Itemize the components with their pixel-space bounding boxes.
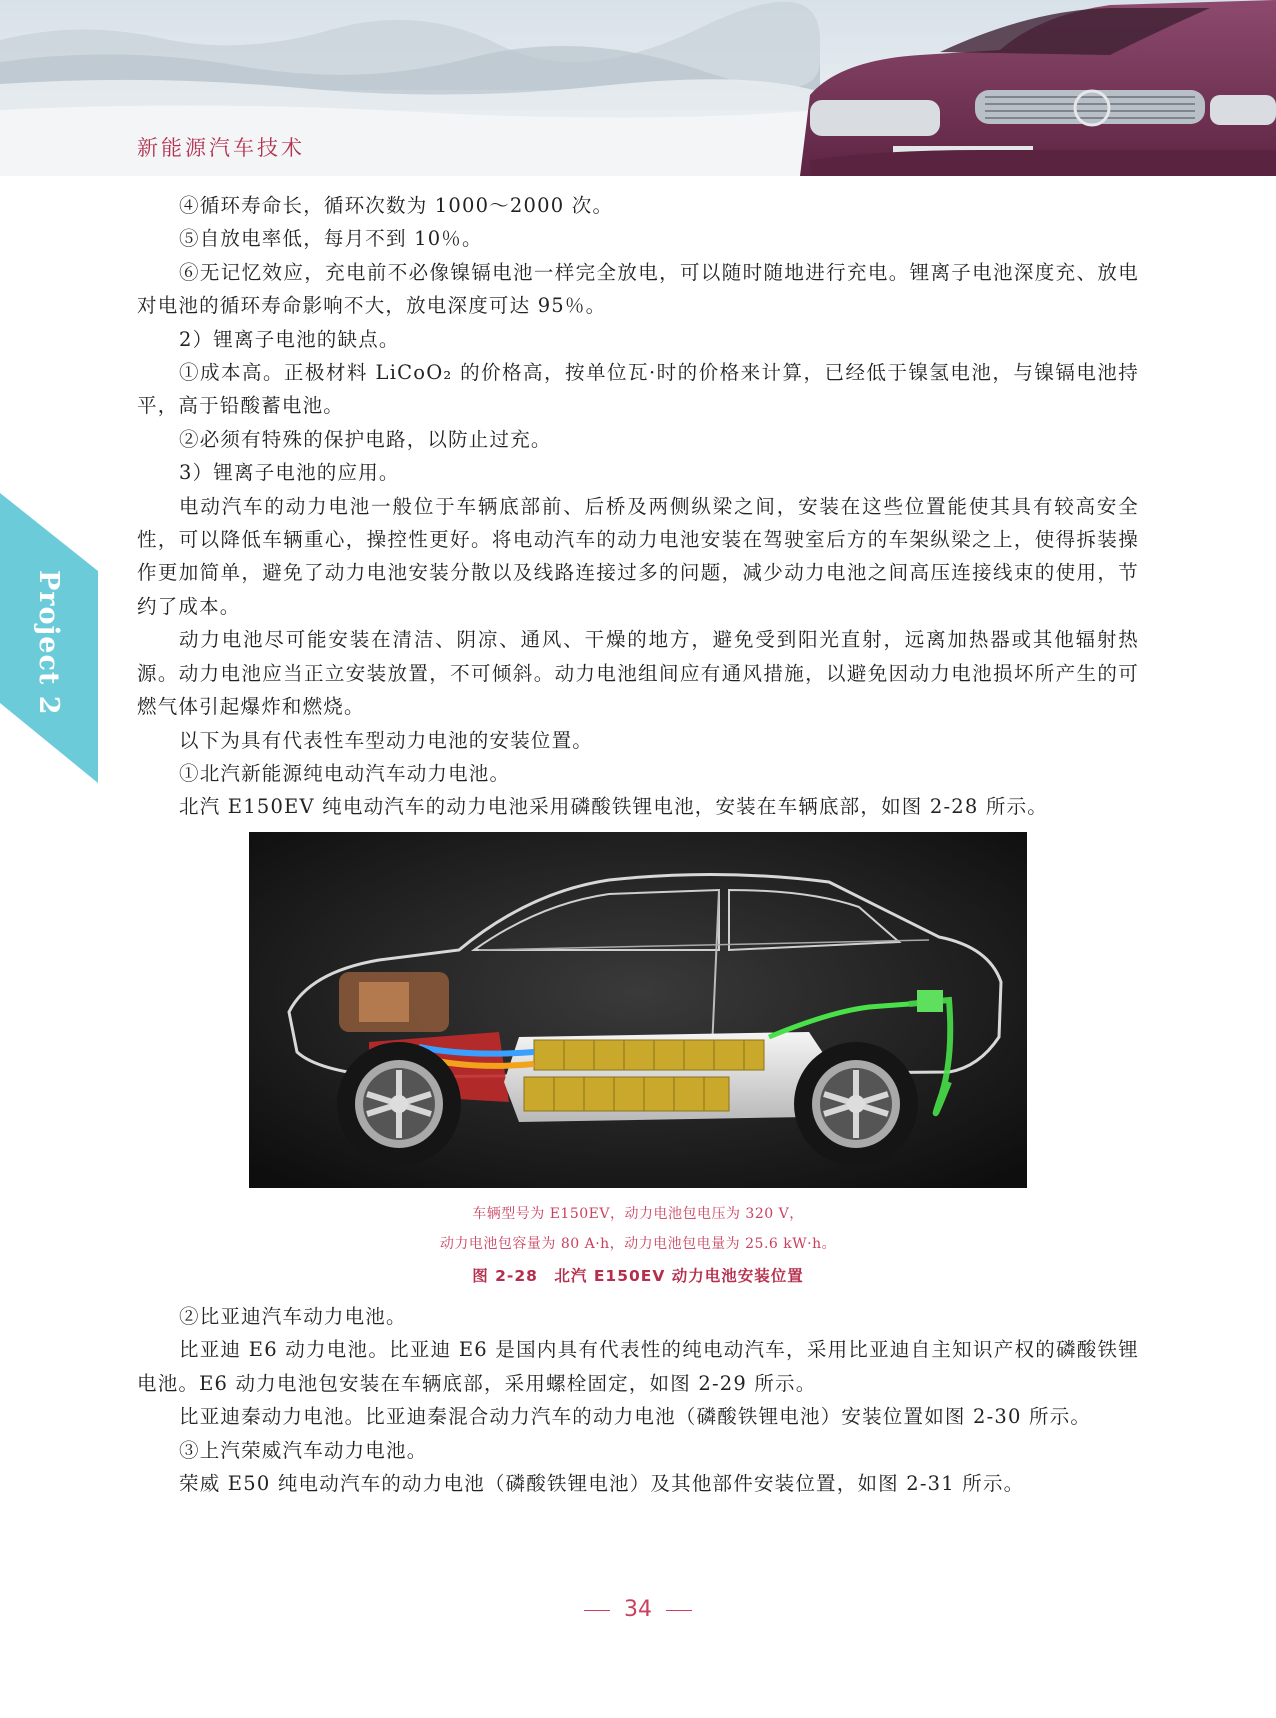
- paragraph: ①北汽新能源纯电动汽车动力电池。: [179, 761, 511, 785]
- paragraph: ③上汽荣威汽车动力电池。: [179, 1438, 428, 1462]
- paragraph: 以下为具有代表性车型动力电池的安装位置。: [179, 728, 594, 752]
- project-tab-label: Project 2: [33, 570, 64, 716]
- paragraph: ⑥无记忆效应，充电前不必像镍镉电池一样完全放电，可以随时随地进行充电。锂离子电池深度充、放电对电池的循环寿命影响不大，放电深度可达 95％。: [137, 260, 1139, 318]
- paragraph: 电动汽车的动力电池一般位于车辆底部前、后桥及两侧纵梁之间，安装在这些位置能使其具有较高安全性，可以降低车辆重心，操控性更好。将电动汽车的动力电池安装在驾驶室后方的车架纵梁之上，使得拆装操作更加简单，避免了动力电池安装分散以及线路连接过多的问题，减少动力电池之间高压连接线束的使用，节约了成本。: [137, 494, 1139, 618]
- header-car-illustration: [780, 0, 1276, 176]
- figure-caption-line1: 车辆型号为 E150EV，动力电池包电压为 320 V，: [472, 1206, 804, 1222]
- page-number-footer: [0, 1597, 1276, 1622]
- paragraph: 比亚迪秦动力电池。比亚迪秦混合动力汽车的动力电池（磷酸铁锂电池）安装位置如图 2-30 所示。: [179, 1405, 1092, 1429]
- main-text-bottom: [137, 1300, 1139, 1500]
- paragraph: ②比亚迪汽车动力电池。: [179, 1305, 407, 1328]
- paragraph: 比亚迪 E6 动力电池。比亚迪 E6 是国内具有代表性的纯电动汽车，采用比亚迪自主知识产权的磷酸铁锂电池。E6 动力电池包安装在车辆底部，采用螺栓固定，如图 2-29 所示。: [137, 1338, 1139, 1395]
- paragraph: ①成本高。正极材料 LiCoO₂ 的价格高，按单位瓦·时的价格来计算，已经低于镍氢电池，与镍镉电池持平，高于铅酸蓄电池。: [137, 361, 1139, 418]
- page-header: [0, 0, 1276, 176]
- ev-battery-figure: [249, 832, 1027, 1188]
- paragraph: 荣威 E50 纯电动汽车的动力电池（磷酸铁锂电池）及其他部件安装位置，如图 2-31 所示。: [179, 1472, 1025, 1496]
- paragraph: ②必须有特殊的保护电路，以防止过充。: [179, 427, 552, 451]
- footer-dash-left: [584, 1610, 610, 1611]
- main-text-top: [137, 189, 1139, 824]
- paragraph: 3）锂离子电池的应用。: [179, 461, 400, 485]
- paragraph: ⑤自放电率低，每月不到 10％。: [179, 227, 483, 251]
- page-number: 34: [624, 1597, 652, 1622]
- figure-caption-line2: 动力电池包容量为 80 A·h，动力电池包电量为 25.6 kW·h。: [439, 1236, 837, 1252]
- footer-dash-right: [666, 1610, 692, 1611]
- figure-title: 图 2-28 北汽 E150EV 动力电池安装位置: [472, 1267, 804, 1285]
- paragraph: ④循环寿命长，循环次数为 1000～2000 次。: [179, 194, 614, 217]
- paragraph: 动力电池尽可能安装在清洁、阴凉、通风、干燥的地方，避免受到阳光直射，远离加热器或其他辐射热源。动力电池应当正立安装放置，不可倾斜。动力电池组间应有通风措施，以避免因动力电池损坏所产生的可燃气体引起爆炸和燃烧。: [137, 628, 1139, 719]
- book-title: 新能源汽车技术: [137, 136, 305, 160]
- paragraph: 北汽 E150EV 纯电动汽车的动力电池采用磷酸铁锂电池，安装在车辆底部，如图 2-28 所示。: [179, 795, 1048, 819]
- paragraph: 2）锂离子电池的缺点。: [179, 327, 400, 351]
